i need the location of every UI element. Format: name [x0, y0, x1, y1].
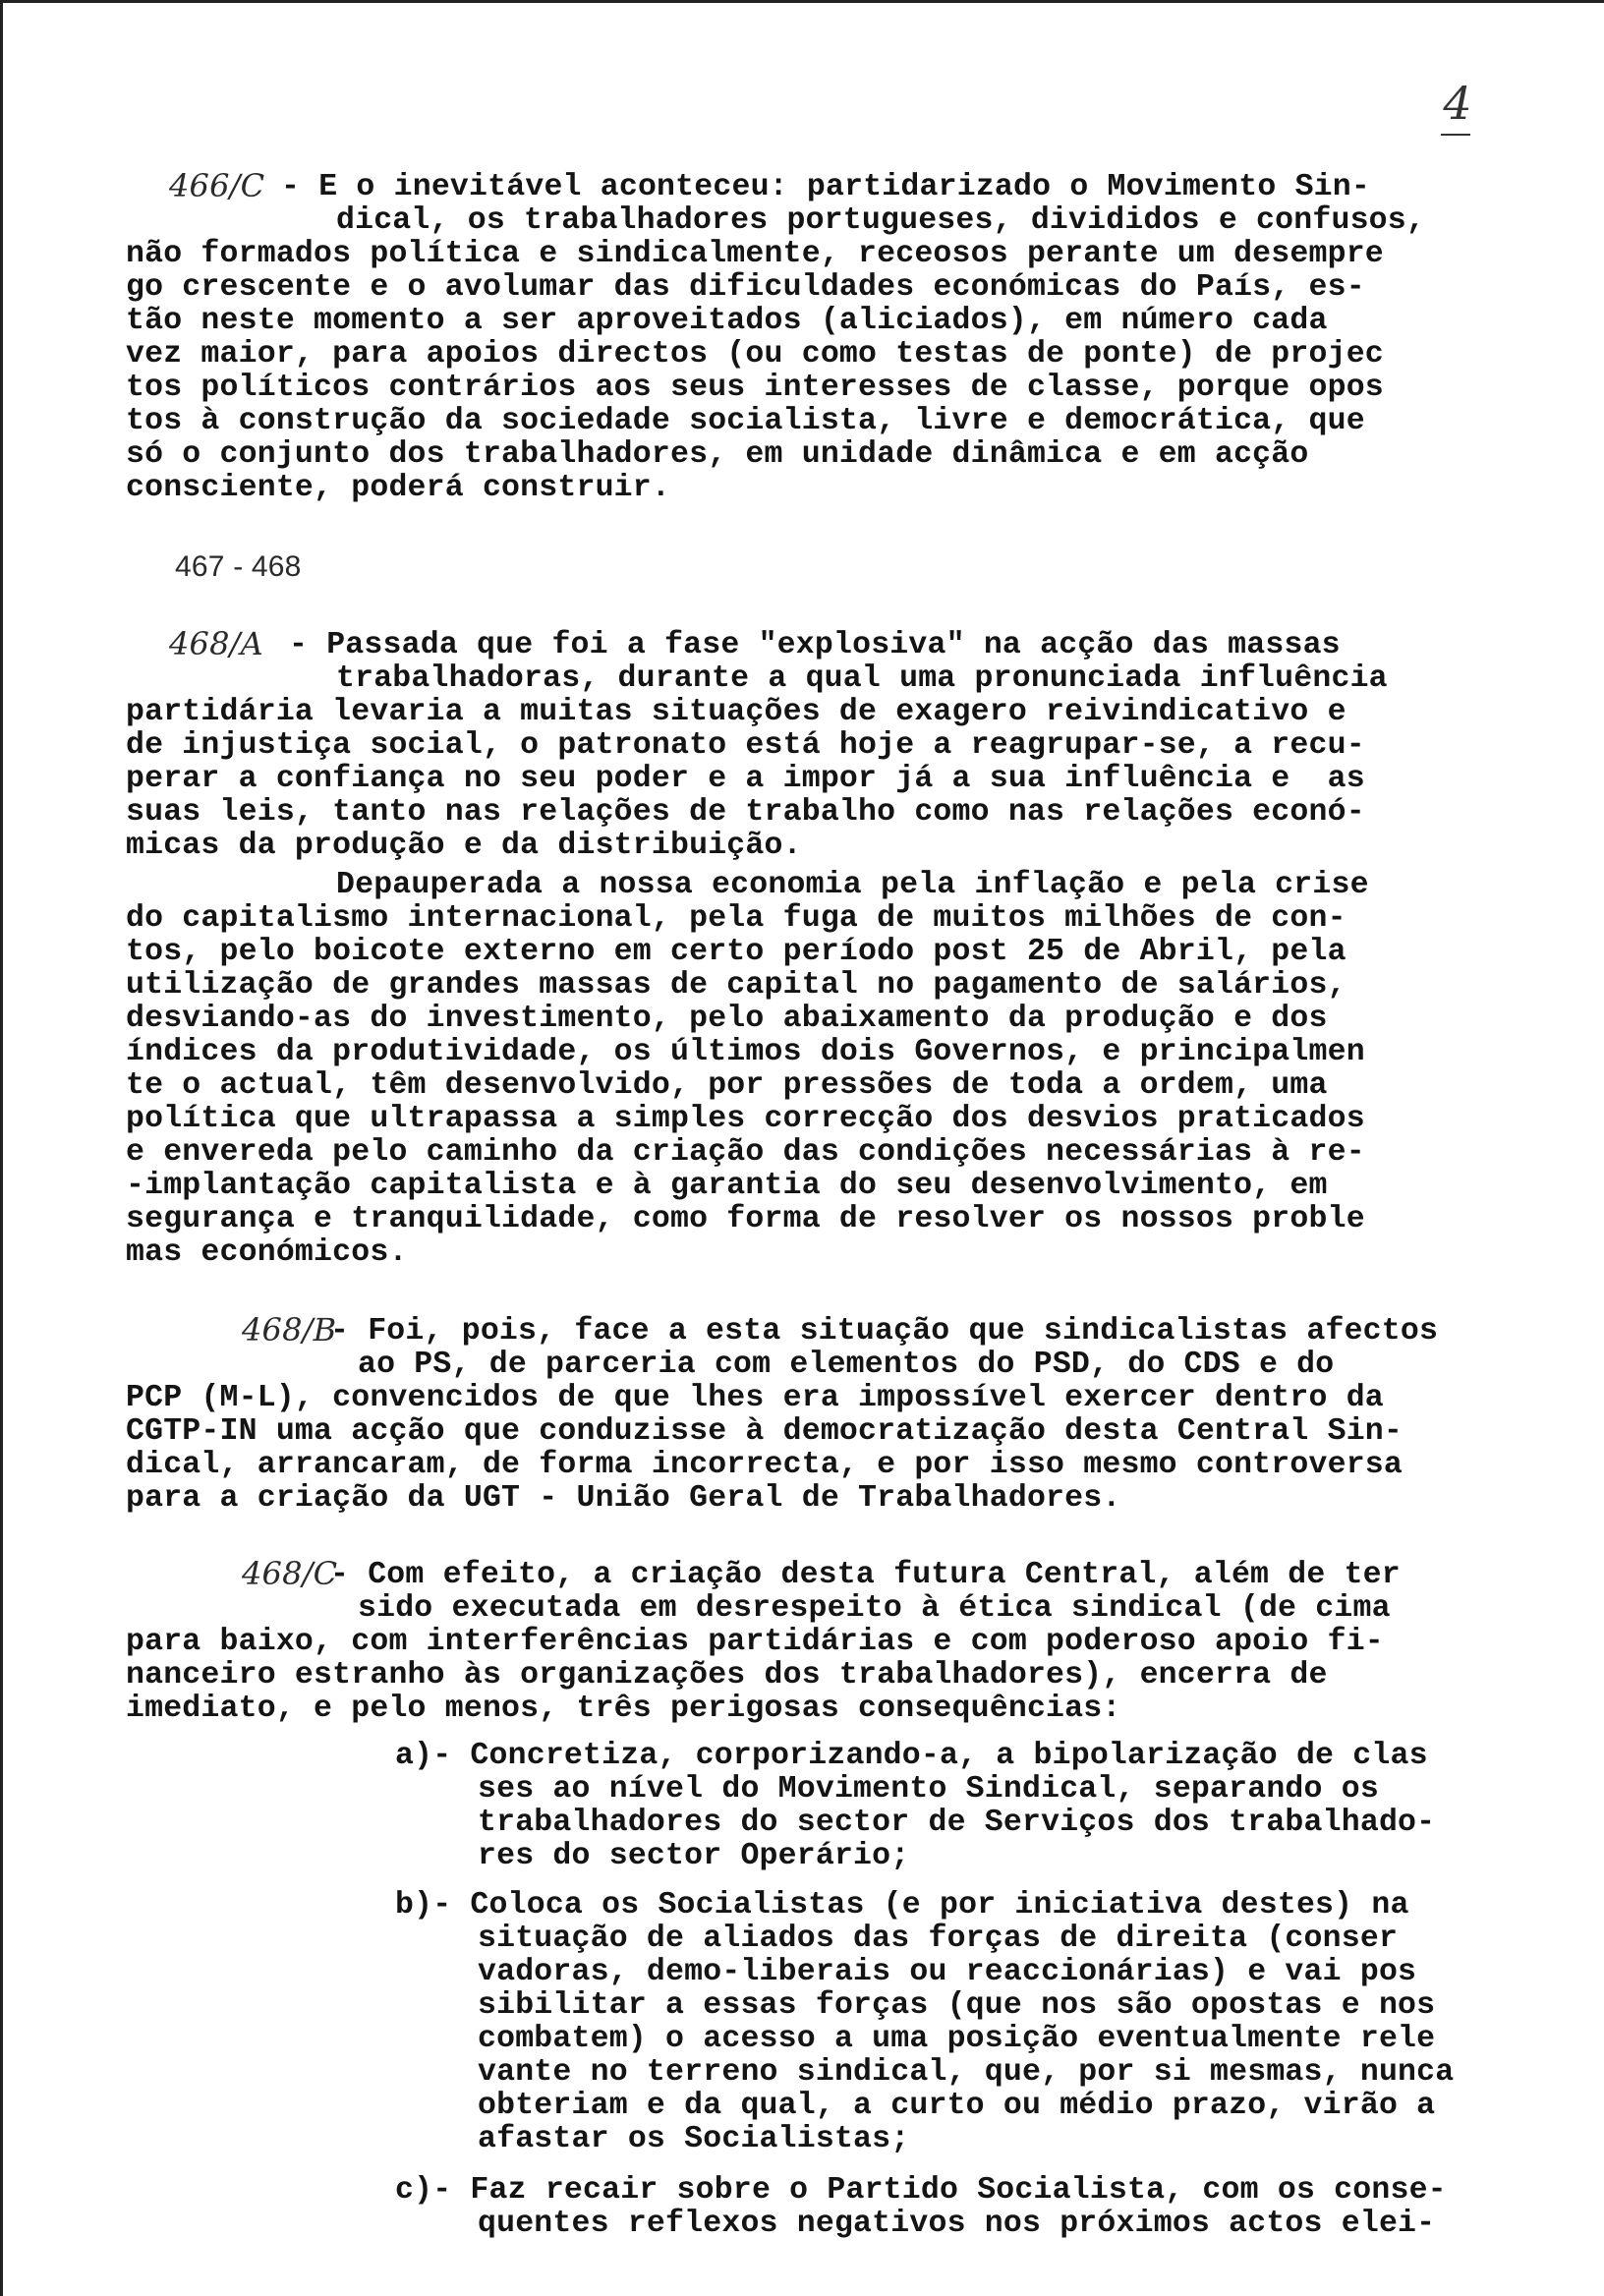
text-line: imediato, e pelo menos, três perigosas consequências: — [126, 1692, 1121, 1726]
text-line: go crescente e o avolumar das dificuldades económicas do País, es- — [126, 270, 1365, 305]
text-line: mas económicos. — [126, 1235, 408, 1270]
text-line: só o conjunto dos trabalhadores, em unidade dinâmica e em acção — [126, 437, 1309, 472]
text-line: para a criação da UGT - União Geral de Trabalhadores. — [126, 1481, 1121, 1516]
text-line: para baixo, com interferências partidárias e com poderoso apoio fi- — [126, 1625, 1384, 1659]
text-line: PCP (M-L), convencidos de que lhes era impossível exercer dentro da — [126, 1381, 1384, 1415]
text-line: - Passada que foi a fase "explosiva" na acção das massas — [289, 628, 1341, 662]
text-line: - E o inevitável aconteceu: partidarizado o Movimento Sin- — [281, 170, 1370, 204]
text-line: dical, arrancaram, de forma incorrecta, e por isso mesmo controversa — [126, 1448, 1404, 1482]
text-line: consciente, poderá construir. — [126, 471, 670, 505]
section-ref-467-468: 467 - 468 — [175, 550, 302, 583]
text-line: vante no terreno sindical, que, por si mesmas, nunca — [478, 2055, 1455, 2090]
text-line: política que ultrapassa a simples correcção dos desvios praticados — [126, 1102, 1365, 1136]
text-line: b)- Coloca os Socialistas (e por iniciativa destes) na — [395, 1888, 1409, 1923]
text-line: res do sector Operário; — [478, 1839, 910, 1873]
text-line: micas da produção e da distribuição. — [126, 829, 802, 863]
text-line: combatem) o acesso a uma posição eventualmente rele — [478, 2022, 1436, 2056]
scan-edge-top — [0, 0, 1604, 3]
text-line: c)- Faz recair sobre o Partido Socialista, com os conse- — [395, 2173, 1447, 2208]
text-line: sido executada em desrespeito à ética sindical (de cima — [358, 1591, 1391, 1626]
section-ref: 466/C — [169, 167, 265, 204]
text-line: situação de aliados das forças de direita (conser — [478, 1922, 1399, 1956]
text-line: te o actual, têm desenvolvido, por pressões de toda a ordem, uma — [126, 1068, 1328, 1103]
section-ref: 468/A — [169, 625, 263, 662]
text-line: tos à construção da sociedade socialista, livre e democrática, que — [126, 404, 1365, 438]
text-line: CGTP-IN uma acção que conduzisse à democratização desta Central Sin- — [126, 1414, 1404, 1449]
section-ref: 468/B — [242, 1311, 337, 1349]
text-line: perar a confiança no seu poder e a impor já a sua influência e as — [126, 762, 1365, 796]
scan-edge-left — [0, 0, 3, 2296]
text-line: segurança e tranquilidade, como forma de resolver os nossos proble — [126, 1202, 1365, 1236]
text-line: desviando-as do investimento, pelo abaixamento da produção e dos — [126, 1002, 1328, 1036]
page-number-underline — [1441, 134, 1470, 136]
text-line: vadoras, demo-liberais ou reaccionárias) e vai pos — [478, 1955, 1417, 1989]
text-line: trabalhadores do sector de Serviços dos trabalhado- — [478, 1806, 1436, 1840]
text-line: - Foi, pois, face a esta situação que sindicalistas afectos — [330, 1314, 1439, 1349]
text-line: ses ao nível do Movimento Sindical, separando os — [478, 1772, 1379, 1807]
text-line: de injustiça social, o patronato está hoje a reagrupar-se, a recu- — [126, 728, 1365, 763]
text-line: - Com efeito, a criação desta futura Central, além de ter — [330, 1558, 1401, 1592]
text-line: nanceiro estranho às organizações dos trabalhadores), encerra de — [126, 1658, 1328, 1693]
text-line: e enveredа pelo caminho da criação das condições necessárias à re- — [126, 1135, 1365, 1170]
text-line: suas leis, tanto nas relações de trabalho como nas relações econó- — [126, 795, 1365, 830]
text-line: não formados política e sindicalmente, receosos perante um desempre — [126, 237, 1384, 271]
text-line: sibilitar a essas forças (que nos são opostas e nos — [478, 1988, 1436, 2023]
text-line: do capitalismo internacional, pela fuga de muitos milhões de con- — [126, 901, 1346, 936]
text-line: a)- Concretiza, corporizando-a, a bipolarização de clas — [395, 1739, 1428, 1773]
text-line: tos políticos contrários aos seus interesses de classe, porque opos — [126, 371, 1384, 405]
text-line: -implantação capitalista e à garantia do seu desenvolvimento, em — [126, 1169, 1328, 1203]
text-line: quentes reflexos negativos nos próximos actos elei- — [478, 2207, 1436, 2241]
text-line: tos, pelo boicote externo em certo período post 25 de Abril, pela — [126, 935, 1346, 969]
section-ref: 468/C — [242, 1555, 338, 1592]
text-line: Depauperada a nossa economia pela inflação e pela crise — [336, 868, 1369, 902]
text-line: ao PS, de parceria com elementos do PSD, do CDS e do — [358, 1348, 1335, 1382]
text-line: trabalhadoras, durante a qual uma pronunciada influência — [336, 661, 1388, 696]
text-line: obteriam e da qual, a curto ou médio prazo, virão a — [478, 2089, 1436, 2123]
text-line: vez maior, para apoios directos (ou como testas de ponte) de projec — [126, 337, 1384, 372]
text-line: afastar os Socialistas; — [478, 2122, 910, 2156]
text-line: dical, os trabalhadores portugueses, divididos e confusos, — [336, 203, 1425, 238]
text-line: tão neste momento a ser aproveitados (aliciados), em número cada — [126, 304, 1328, 338]
page-number: 4 — [1443, 77, 1472, 130]
text-line: partidária levaria a muitas situações de exagero reivindicativo e — [126, 695, 1346, 729]
text-line: utilização de grandes massas de capital no pagamento de salários, — [126, 968, 1346, 1003]
text-line: índices da produtividade, os últimos dois Governos, e principalmen — [126, 1035, 1365, 1069]
